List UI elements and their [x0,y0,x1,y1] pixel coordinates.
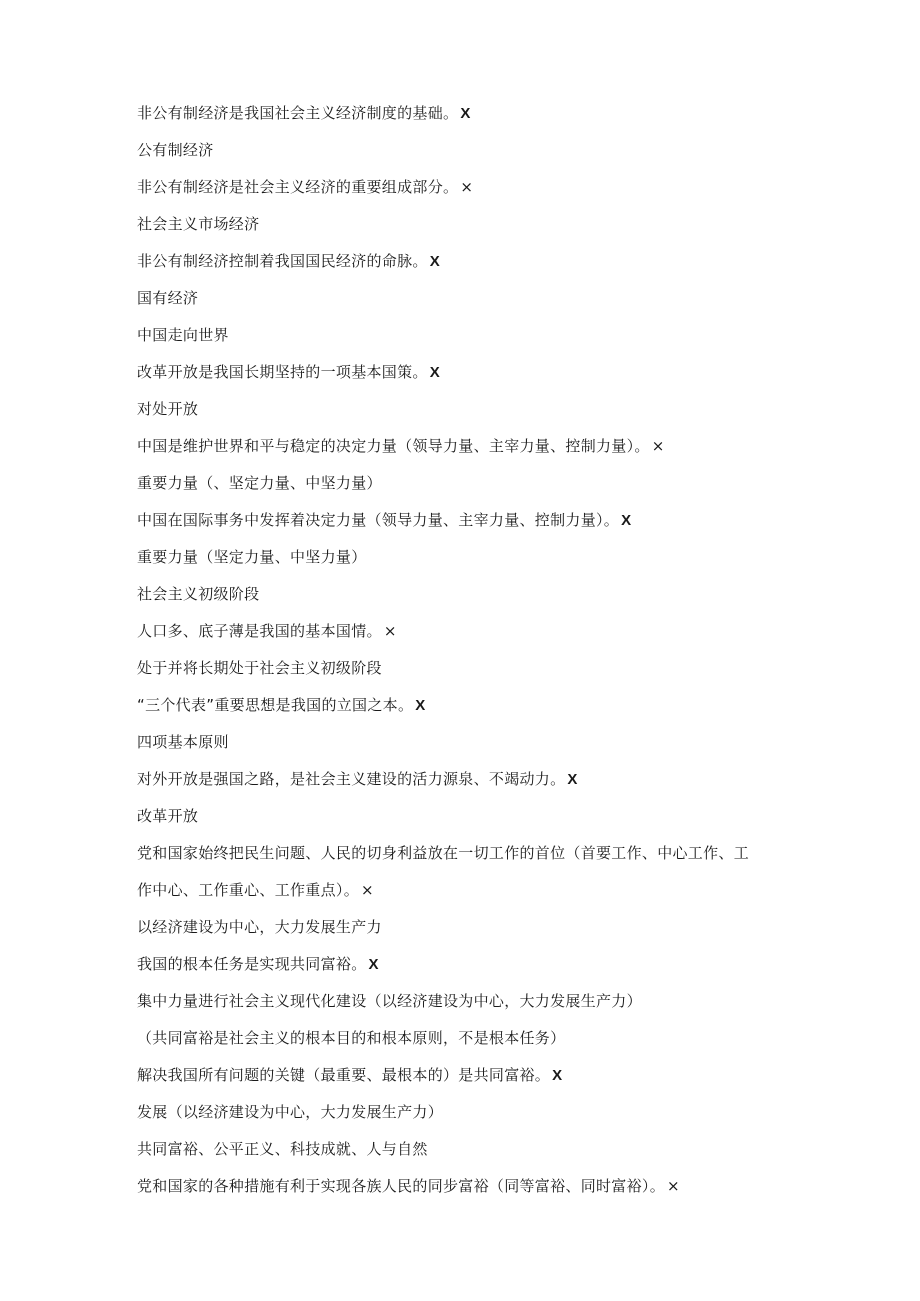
line-text: 改革开放是我国长期坚持的一项基本国策。 [137,363,428,381]
text-line [137,359,777,396]
line-text: 集中力量进行社会主义现代化建设（以经济建设为中心，大力发展生产力） [137,992,642,1010]
line-text: 公有制经济 [137,141,214,159]
text-line [137,1173,777,1210]
text-line [137,1099,777,1136]
text-line [137,137,777,174]
false-mark-icon: X [621,512,632,529]
text-line [137,322,777,359]
line-text: 社会主义市场经济 [137,215,260,233]
text-line [137,100,777,137]
line-text: 解决我国所有问题的关键（最重要、最根本的）是共同富裕。 [137,1066,551,1084]
line-text: 非公有制经济是社会主义经济的重要组成部分。 [137,178,459,196]
line-text: 共同富裕、公平正义、科技成就、人与自然 [137,1140,428,1158]
text-line [137,396,777,433]
text-line [137,655,777,692]
text-line [137,840,777,877]
line-text: 重要力量（坚定力量、中坚力量） [137,548,367,566]
line-text: 发展（以经济建设为中心，大力发展生产力） [137,1103,444,1121]
text-line [137,877,777,914]
false-mark-icon: X [567,771,578,788]
line-text: 对处开放 [137,400,199,418]
false-mark-icon: X [460,105,471,122]
line-text: 社会主义初级阶段 [137,585,260,603]
false-mark-icon: X [415,697,426,714]
text-line [137,951,777,988]
text-line [137,988,777,1025]
text-line [137,211,777,248]
text-line [137,1062,777,1099]
text-line [137,174,777,211]
line-text: 党和国家始终把民生问题、人民的切身利益放在一切工作的首位（首要工作、中心工作、工 [137,844,750,862]
false-mark-icon: × [383,622,397,640]
line-text: 国有经济 [137,289,199,307]
line-text: 处于并将长期处于社会主义初级阶段 [137,659,382,677]
line-text: 中国在国际事务中发挥着决定力量（领导力量、主宰力量、控制力量）。 [137,511,620,529]
line-text: 以经济建设为中心，大力发展生产力 [137,918,382,936]
line-text: 重要力量（、坚定力量、中坚力量） [137,474,382,492]
line-text: 党和国家的各种措施有利于实现各族人民的同步富裕（同等富裕、同时富裕）。 [137,1177,666,1195]
line-text: 中国走向世界 [137,326,229,344]
text-line [137,581,777,618]
false-mark-icon: X [368,956,379,973]
false-mark-icon: × [651,437,665,455]
line-text: 非公有制经济控制着我国国民经济的命脉。 [137,252,428,270]
false-mark-icon: X [552,1067,563,1084]
text-line [137,1025,777,1062]
text-line [137,433,777,470]
text-line [137,285,777,322]
text-line [137,1136,777,1173]
line-text: 非公有制经济是我国社会主义经济制度的基础。 [137,104,459,122]
false-mark-icon: X [429,364,441,381]
text-line [137,618,777,655]
line-text: 改革开放 [137,807,199,825]
line-text: 中国是维护世界和平与稳定的决定力量（领导力量、主宰力量、控制力量）。 [137,437,650,455]
text-line [137,803,777,840]
line-text: 作中心、工作重心、工作重点）。 [137,881,360,899]
text-line [137,544,777,581]
line-text: （共同富裕是社会主义的根本目的和根本原则，不是根本任务） [137,1029,566,1047]
line-text: 我国的根本任务是实现共同富裕。 [137,955,367,973]
line-text: “三个代表”重要思想是我国的立国之本。 [137,696,414,714]
document-lines [137,100,777,1210]
text-line [137,470,777,507]
false-mark-icon: × [667,1177,680,1195]
false-mark-icon: × [361,881,374,899]
text-line [137,507,777,544]
false-mark-icon: × [460,178,474,196]
line-text: 四项基本原则 [137,733,229,751]
text-line [137,248,777,285]
text-line [137,729,777,766]
line-text: 人口多、底子薄是我国的基本国情。 [137,622,382,640]
line-text: 对外开放是强国之路，是社会主义建设的活力源泉、不竭动力。 [137,770,566,788]
text-line [137,692,777,729]
false-mark-icon: X [429,253,441,270]
text-line [137,914,777,951]
text-line [137,766,777,803]
